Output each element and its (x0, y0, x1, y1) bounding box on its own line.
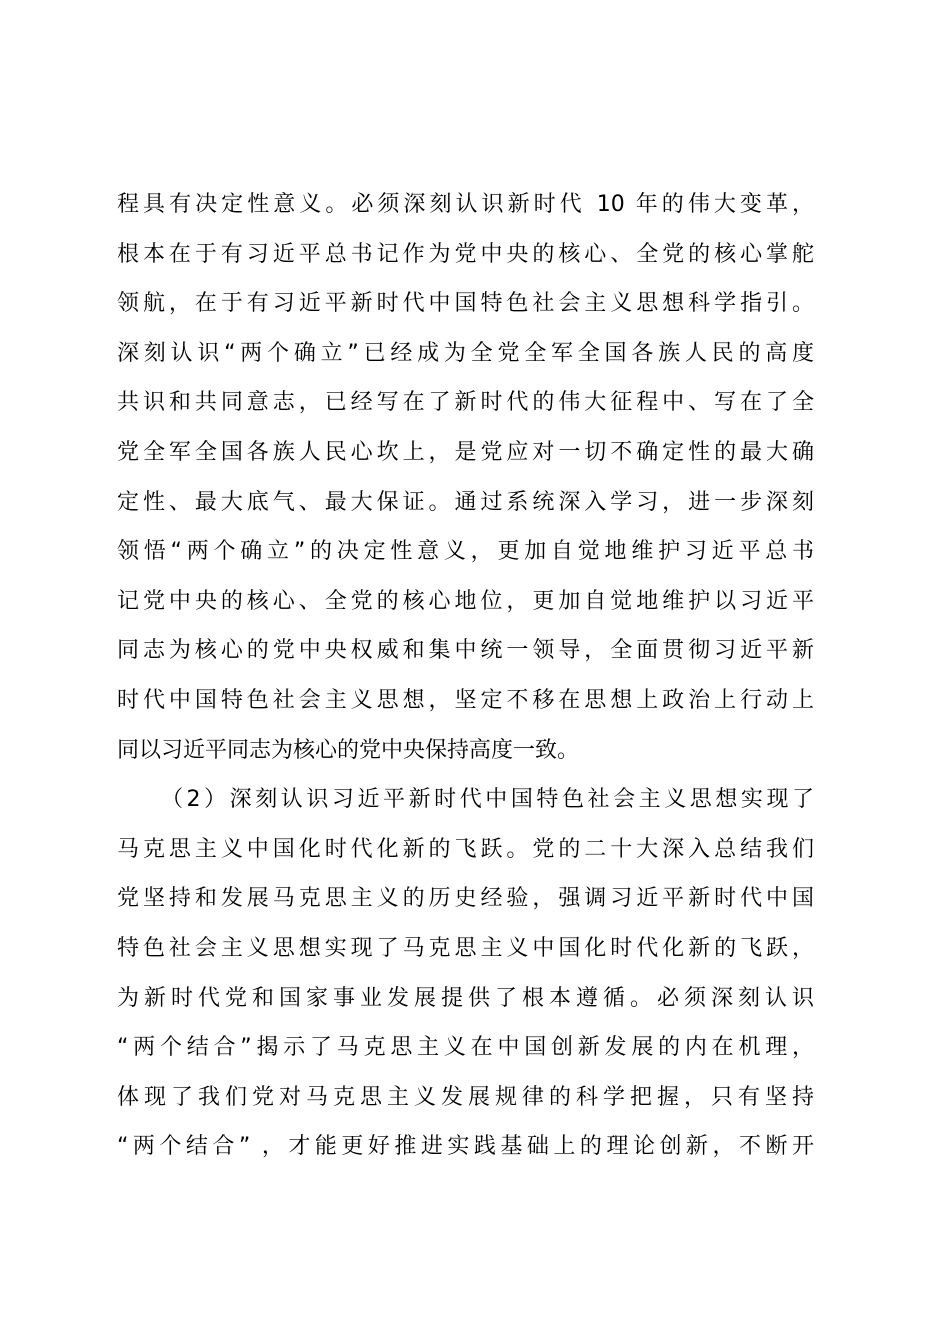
text-line: 体现了我们党对马克思主义发展规律的科学把握，只有坚持 (117, 1084, 814, 1110)
text-line: 根本在于有习近平总书记作为党中央的核心、全党的核心掌舵 (117, 241, 814, 267)
text-line: 同志为核心的党中央权威和集中统一领导，全面贯彻习近平新 (117, 638, 814, 664)
text-line: 党全军全国各族人民心坎上，是党应对一切不确定性的最大确 (117, 439, 814, 465)
text-line: （2）深刻认识习近平新时代中国特色社会主义思想实现了 (161, 787, 814, 813)
document-body (117, 180, 814, 1172)
text-line: 领航，在于有习近平新时代中国特色社会主义思想科学指引。 (117, 291, 814, 317)
text-line: 共识和共同意志，已经写在了新时代的伟大征程中、写在了全 (117, 390, 814, 416)
paragraph-1 (117, 180, 814, 775)
text-line: 领悟“两个确立”的决定性意义，更加自觉地维护习近平总书 (117, 539, 814, 565)
text-line: 特色社会主义思想实现了马克思主义中国化时代化新的飞跃， (117, 935, 814, 961)
text-line: 党坚持和发展马克思主义的历史经验，强调习近平新时代中国 (117, 886, 814, 912)
text-line: 时代中国特色社会主义思想，坚定不移在思想上政治上行动上 (117, 687, 814, 713)
text-line: 记党中央的核心、全党的核心地位，更加自觉地维护以习近平 (117, 588, 814, 614)
text-line: 为新时代党和国家事业发展提供了根本遵循。必须深刻认识 (117, 985, 814, 1011)
text-line: 深刻认识“两个确立”已经成为全党全军全国各族人民的高度 (117, 340, 814, 366)
text-line: 程具有决定性意义。必须深刻认识新时代 10 年的伟大变革， (117, 192, 814, 217)
text-line: “两个结合” ，才能更好推进实践基础上的理论创新，不断开 (117, 1134, 814, 1160)
text-line: 马克思主义中国化时代化新的飞跃。党的二十大深入总结我们 (117, 836, 814, 862)
text-line: 同以习近平同志为核心的党中央保持高度一致。 (117, 737, 580, 763)
text-line: “两个结合”揭示了马克思主义在中国创新发展的内在机理， (117, 1035, 814, 1061)
text-line: 定性、最大底气、最大保证。通过系统深入学习，进一步深刻 (117, 489, 814, 515)
paragraph-2 (117, 775, 814, 1172)
